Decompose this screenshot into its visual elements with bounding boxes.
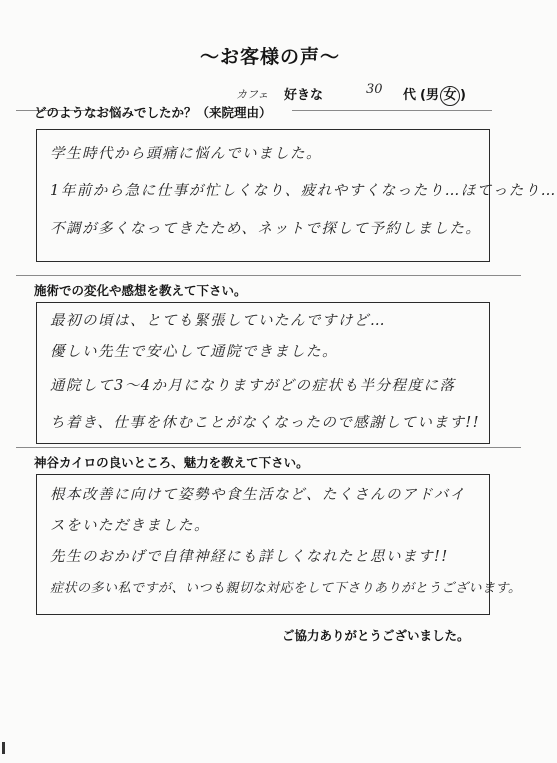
answer-2-line: ち着き、仕事を休むことがなくなったので感謝しています!! [50,415,481,431]
question-2-label: 施術での変化や感想を教えて下さい。 [34,283,247,298]
answer-2-line: 通院して3〜4か月になりますがどの症状も半分程度に落 [50,378,456,394]
section-divider-2 [16,275,521,276]
answer-3-text [50,480,522,604]
profile-occupation: カフェ [236,88,269,101]
answer-1-line: 学生時代から頭痛に悩んでいました。 [50,146,322,162]
profile-likes-label: 好きな [284,88,324,103]
profile-age-suffix: 代 [403,88,417,103]
question-1-label: どのようなお悩みでしたか？（来院理由） [34,105,272,120]
answer-1-text [50,136,557,248]
answer-3-line: スをいただきました。 [50,518,210,534]
closing-thanks: ご協力ありがとうございました。 [282,628,470,643]
profile-age-value: 30 [366,82,383,97]
gender-female-circled: 女 [440,86,460,106]
answer-2-text [50,306,486,442]
answer-2-line: 優しい先生で安心して通院できました。 [50,344,338,360]
profile-gender [420,84,466,106]
section-divider-3 [16,447,521,448]
answer-3-line: 根本改善に向けて姿勢や食生活など、たくさんのアドバイ [50,487,466,503]
gender-open: (男 [420,88,439,103]
question-3-label: 神谷カイロの良いところ、魅力を教えて下さい。 [34,455,309,470]
scan-edge-mark [2,742,5,754]
section-divider-1b [292,110,492,111]
answer-1-line: 不調が多くなってきたため、ネットで探して予約しました。 [50,221,482,237]
answer-2-line: 最初の頃は、とても緊張していたんですけど… [50,313,386,329]
page-title: 〜お客様の声〜 [199,46,340,68]
gender-close: ) [459,88,466,103]
answer-3-line: 先生のおかげで自律神経にも詳しくなれたと思います!! [50,549,449,565]
answer-3-line: 症状の多い私ですが、いつも親切な対応をして下さりありがとうございます。 [50,581,522,596]
answer-1-line: 1年前から急に仕事が忙しくなり、疲れやすくなったり…ほてったり… [50,183,557,199]
